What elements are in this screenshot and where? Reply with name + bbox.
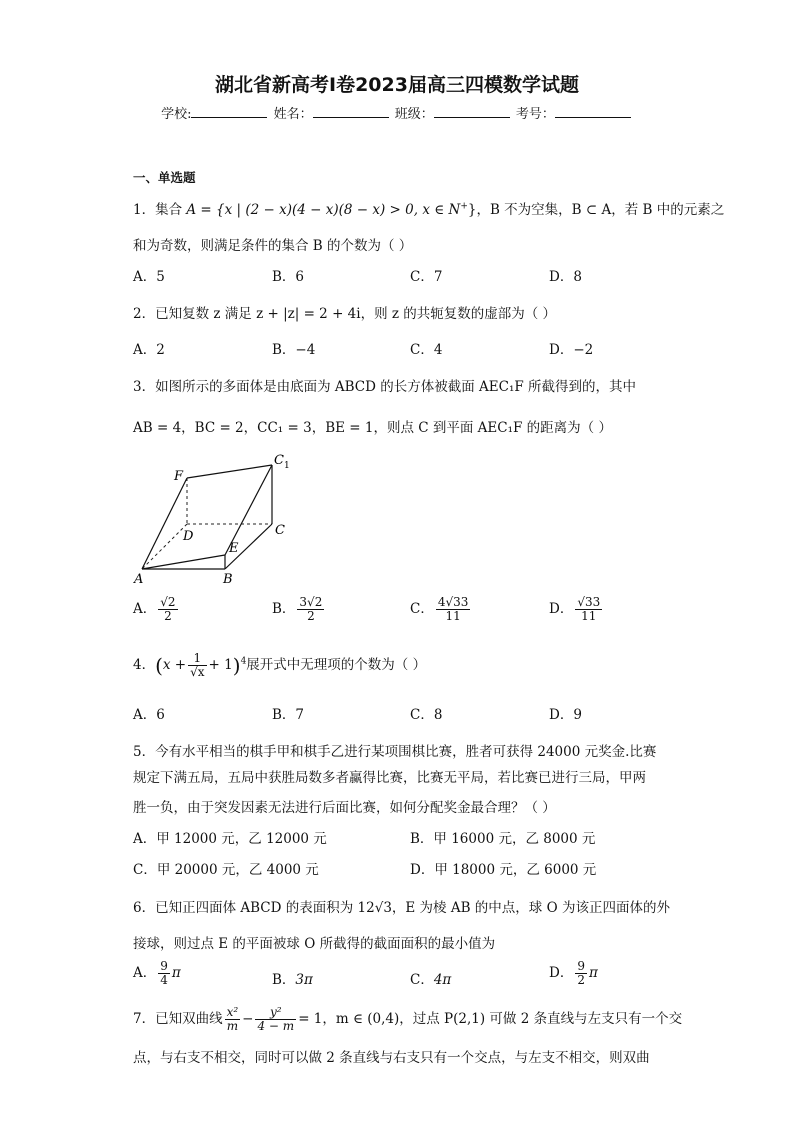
q5-option-d[interactable]: D．甲 18000 元，乙 6000 元 — [410, 862, 597, 878]
q3-option-a-frac — [158, 596, 177, 623]
q5-line1: 5．今有水平相当的棋手甲和棋手乙进行某项围棋比赛，胜者可获得 24000 元奖金.比赛 — [133, 744, 657, 760]
q3-option-a-letter: A． — [133, 601, 157, 618]
student-info-row — [0, 103, 794, 122]
q6-option-d-den: 2 — [577, 973, 585, 988]
q2-option-d[interactable]: D．−2 — [549, 342, 594, 358]
label-c1: C — [274, 453, 284, 468]
q6-option-d-frac — [575, 960, 587, 987]
q3-option-d-letter: D． — [549, 601, 574, 618]
q4-option-d[interactable]: D．9 — [549, 707, 582, 723]
q1-close: } — [467, 202, 477, 218]
q6-line1: 6．已知正四面体 ABCD 的表面积为 12√3，E 为棱 AB 的中点，球 O 为该正四面体的外 — [133, 900, 670, 916]
q5-option-a[interactable]: A．甲 12000 元，乙 12000 元 — [133, 831, 327, 847]
school-blank — [191, 105, 267, 118]
school-label: 学校: — [161, 107, 192, 122]
q3-option-b-frac — [297, 596, 324, 623]
q4-text: 展开式中无理项的个数为（ ） — [246, 657, 427, 674]
q3-line1: 3．如图所示的多面体是由底面为 ABCD 的长方体被截面 AEC₁F 所截得到的，其中 — [133, 379, 637, 395]
q3-line2: AB = 4，BC = 2，CC₁ = 3，BE = 1，则点 C 到平面 AEC₁F 的距离为（ ） — [133, 420, 612, 436]
id-label: 考号： — [515, 107, 555, 122]
polyhedron-figure — [128, 452, 298, 587]
q7-post: = 1，m ∈ (0,4)，过点 P(2,1) 可做 2 条直线与左支只有一个交 — [298, 1011, 683, 1028]
q2-option-a[interactable]: A．2 — [133, 342, 165, 358]
q6-option-d-letter: D． — [549, 965, 574, 982]
label-c: C — [275, 523, 285, 538]
class-blank — [434, 105, 510, 118]
q1-option-a[interactable]: A．5 — [133, 269, 165, 285]
q3-option-c[interactable] — [410, 596, 472, 623]
label-d: D — [183, 529, 194, 544]
label-a: A — [134, 572, 144, 587]
q6-option-d-num: 9 — [577, 959, 585, 973]
q3-option-c-letter: C． — [410, 601, 434, 618]
q7-frac2 — [255, 1006, 296, 1033]
id-blank — [555, 105, 631, 118]
q6-option-a-pi: π — [171, 965, 181, 982]
q1-option-c[interactable]: C．7 — [410, 269, 443, 285]
q6-option-a-letter: A． — [133, 965, 157, 982]
q6-line2: 接球，则过点 E 的平面被球 O 所截得的截面面积的最小值为 — [133, 936, 496, 952]
q1-post: ，B 不为空集，B ⊂ A，若 B 中的元素之 — [476, 202, 725, 218]
hidden-edges — [142, 478, 272, 569]
q7-line2: 点，与右支不相交，同时可以做 2 条直线与右支只有一个交点，与左支不相交，则双曲 — [133, 1050, 650, 1066]
q5-option-c[interactable]: C．甲 20000 元，乙 4000 元 — [133, 862, 319, 878]
q4-num: 4． — [133, 657, 156, 674]
q2-text: 2．已知复数 z 满足 z + |z| = 2 + 4i，则 z 的共轭复数的虚部为（ ） — [133, 306, 557, 322]
q7-frac2-den: 4 − m — [257, 1019, 295, 1034]
q3-option-b-letter: B． — [272, 601, 296, 618]
q6-option-a-num: 9 — [160, 959, 168, 973]
q6-option-d[interactable] — [549, 960, 598, 987]
q6-option-c-value: 4π — [433, 972, 452, 988]
q1-option-b[interactable]: B．6 — [272, 269, 305, 285]
q4-option-b[interactable]: B．7 — [272, 707, 305, 723]
q4-rparen: ) — [232, 653, 241, 678]
q4-power: 4 — [240, 656, 247, 667]
q6-option-c-letter: C． — [410, 972, 434, 988]
q4-option-a[interactable]: A．6 — [133, 707, 165, 723]
q1-num: 1． — [133, 202, 156, 218]
q1-set: A = {x | (2 − x)(4 − x)(8 − x) > 0, x ∈ N — [186, 202, 461, 218]
q3-option-c-num: 4√33 — [437, 595, 469, 609]
q4-frac-den: √x — [190, 665, 205, 680]
q5-line3: 胜一负，由于突发因素无法进行后面比赛，如何分配奖金最合理？（ ） — [133, 800, 556, 816]
q3-option-a-den: 2 — [164, 609, 172, 624]
q4-line — [133, 652, 426, 679]
q3-option-a[interactable] — [133, 596, 180, 623]
q1-pre: 集合 — [155, 202, 183, 218]
class-label: 班级： — [394, 107, 434, 122]
q4-frac — [188, 652, 206, 679]
q7-frac1 — [225, 1006, 241, 1033]
q7-pre: 7．已知双曲线 — [133, 1011, 223, 1028]
q4-expr-x: x + — [162, 657, 187, 674]
q6-option-a[interactable] — [133, 960, 181, 987]
q5-option-b[interactable]: B．甲 16000 元，乙 8000 元 — [410, 831, 596, 847]
q3-option-d-num: √33 — [577, 595, 601, 609]
q6-option-c[interactable] — [410, 968, 451, 988]
q5-line2: 规定下满五局，五局中获胜局数多者赢得比赛，比赛无平局，若比赛已进行三局，甲两 — [133, 770, 646, 786]
q1-line2: 和为奇数，则满足条件的集合 B 的个数为（ ） — [133, 238, 413, 254]
q3-option-b[interactable] — [272, 596, 326, 623]
q3-option-b-num: 3√2 — [299, 595, 323, 609]
q7-frac1-den: m — [226, 1019, 239, 1034]
page-title: 湖北省新高考I卷2023届高三四模数学试题 — [215, 74, 579, 96]
q3-option-d-frac — [575, 596, 602, 623]
q4-lparen: ( — [155, 653, 163, 678]
q2-option-c[interactable]: C．4 — [410, 342, 443, 358]
q6-option-a-frac — [158, 960, 170, 987]
q3-option-c-frac — [436, 596, 471, 623]
label-e: E — [229, 541, 239, 556]
section-heading: 一、单选题 — [133, 170, 196, 185]
q3-option-d-den: 11 — [581, 609, 597, 624]
q7-frac2-num: y² — [255, 1006, 296, 1020]
q1-option-d[interactable]: D．8 — [549, 269, 582, 285]
q7-frac1-num: x² — [226, 1005, 239, 1019]
q6-option-d-pi: π — [588, 965, 598, 982]
q3-option-b-den: 2 — [307, 609, 315, 624]
q3-option-c-den: 11 — [445, 609, 461, 624]
label-b: B — [223, 572, 233, 587]
q1-plus: + — [460, 201, 468, 212]
q6-option-b-value: 3π — [295, 972, 313, 988]
q3-option-a-num: √2 — [160, 595, 176, 609]
q1-line1 — [133, 198, 724, 218]
name-blank — [313, 105, 389, 118]
q6-option-a-den: 4 — [160, 973, 168, 988]
q4-frac-num: 1 — [188, 652, 206, 666]
q4-expr-tail: + 1 — [208, 657, 233, 674]
q3-option-d[interactable] — [549, 596, 604, 623]
name-label: 姓名： — [273, 107, 313, 122]
q6-option-b[interactable] — [272, 968, 313, 988]
q4-option-c[interactable]: C．8 — [410, 707, 443, 723]
visible-edges — [142, 465, 272, 569]
q7-minus: − — [242, 1011, 254, 1028]
q7-line1 — [133, 1006, 682, 1033]
label-f: F — [174, 469, 184, 484]
q2-option-b[interactable]: B．−4 — [272, 342, 316, 358]
q6-option-b-letter: B． — [272, 972, 296, 988]
label-c1-sub: 1 — [284, 461, 290, 471]
